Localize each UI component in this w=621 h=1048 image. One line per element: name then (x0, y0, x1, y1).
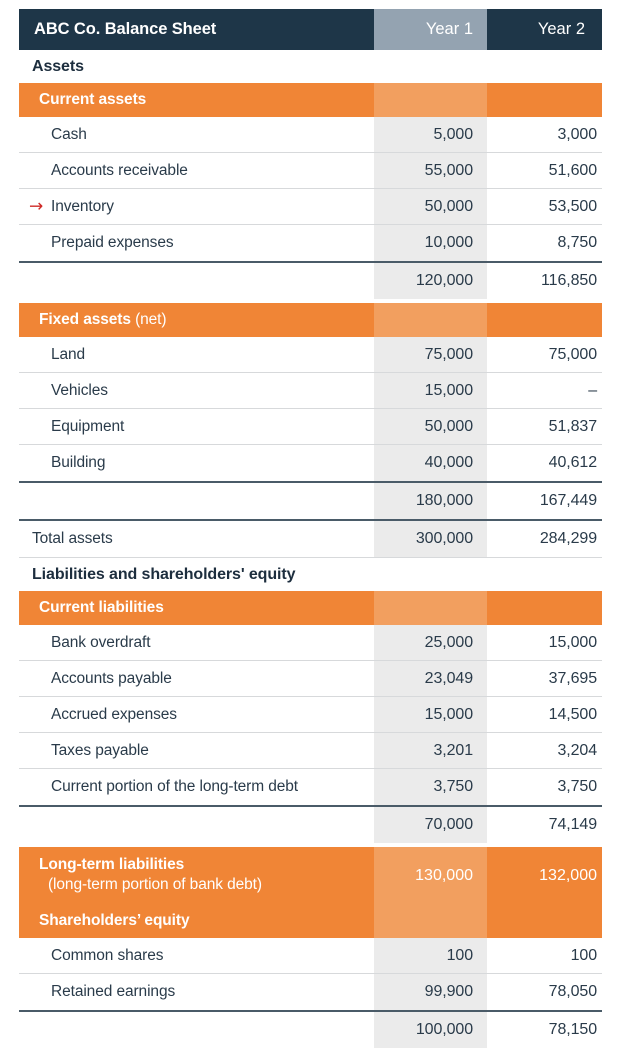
row-year1-cell (374, 974, 487, 1010)
row-label: Accrued expenses (51, 705, 177, 723)
band-shareholders-equity-label-cell (19, 904, 374, 938)
subtotal-row-fixed-assets (19, 481, 602, 519)
row-label-cell-accrued-expenses (19, 697, 374, 733)
row-year2-cell (487, 373, 602, 409)
band-current-liabilities-label: Current liabilities (39, 599, 164, 617)
table-row (19, 938, 602, 974)
row-value-year1: 5,000 (433, 125, 473, 143)
subtotal-row-current-liabilities (19, 805, 602, 843)
total-value-year1: 300,000 (415, 530, 473, 547)
row-value-year1: 3,750 (433, 778, 473, 795)
row-year2-cell (487, 189, 602, 225)
header-year1-cell (374, 9, 487, 50)
section-heading-assets: Assets (32, 57, 84, 75)
row-year1-cell (374, 697, 487, 733)
row-year2-cell (487, 225, 602, 261)
subtotal-label-cell (19, 481, 374, 519)
table-row (19, 409, 602, 445)
subtotal-value-year2: 74,149 (548, 816, 597, 833)
page-title: ABC Co. Balance Sheet (34, 20, 217, 38)
subtotal-label-cell (19, 1010, 374, 1048)
row-year1-cell (374, 445, 487, 481)
row-label: Vehicles (51, 381, 108, 399)
row-label-cell-equipment (19, 409, 374, 445)
total-value-year2: 284,299 (539, 530, 597, 547)
subtotal-year2-cell (487, 805, 602, 843)
row-year2-cell (487, 661, 602, 697)
band-current-assets (19, 83, 602, 117)
band-current-assets-label-cell (19, 83, 374, 117)
band-longterm-value-year2: 132,000 (539, 866, 597, 884)
band-longterm-year1 (374, 847, 487, 904)
row-label-cell-land (19, 337, 374, 373)
row-label-cell-retained-earnings (19, 974, 374, 1010)
band-fixed-assets-year1 (374, 303, 487, 337)
row-label: Taxes payable (51, 741, 149, 759)
header-year2-cell (487, 9, 602, 50)
row-year1-cell (374, 733, 487, 769)
subtotal-label-cell (19, 805, 374, 843)
band-fixed-assets-year2 (487, 303, 602, 337)
row-value-year1: 50,000 (424, 197, 473, 215)
band-longterm-main: Long-term liabilities (39, 856, 185, 873)
row-year1-cell (374, 661, 487, 697)
row-label: Bank overdraft (51, 633, 151, 651)
row-label: Current portion of the long-term debt (51, 778, 299, 795)
band-shareholders-equity-year1 (374, 904, 487, 938)
table-row (19, 225, 602, 261)
arrow-right-icon: → (29, 196, 44, 216)
row-year1-cell (374, 153, 487, 189)
row-value-year1: 25,000 (424, 633, 473, 651)
row-label: Accounts receivable (51, 161, 188, 179)
band-fixed-assets-sub: (net) (135, 311, 167, 329)
band-current-liabilities-year2 (487, 591, 602, 625)
row-label: Retained earnings (51, 983, 176, 1000)
subtotal-value-year2: 167,449 (539, 492, 597, 509)
row-value-year2: 75,000 (548, 345, 597, 363)
subtotal-year2-cell (487, 481, 602, 519)
row-value-year2: 15,000 (548, 633, 597, 651)
row-value-year2: 100 (570, 946, 597, 964)
row-year1-cell (374, 938, 487, 974)
band-fixed-assets-main: Fixed assets (39, 311, 136, 329)
row-year2-cell (487, 769, 602, 805)
subtotal-row-current-assets (19, 261, 602, 299)
table-row (19, 625, 602, 661)
row-year2-cell (487, 625, 602, 661)
subtotal-year1-cell (374, 1010, 487, 1048)
band-shareholders-equity-label: Shareholders’ equity (39, 912, 190, 930)
row-label: Building (51, 454, 106, 471)
table-row (19, 445, 602, 481)
row-label-cell-prepaid-expenses (19, 225, 374, 261)
row-value-year1: 10,000 (424, 234, 473, 251)
subtotal-value-year2: 78,150 (548, 1021, 597, 1038)
row-label-cell-accounts-payable (19, 661, 374, 697)
table-row (19, 769, 602, 805)
row-label: Equipment (51, 417, 125, 435)
total-label: Total assets (32, 530, 113, 547)
row-year2-cell (487, 733, 602, 769)
subtotal-value-year1: 180,000 (415, 492, 473, 509)
row-value-year2: 3,204 (557, 741, 597, 759)
subtotal-value-year1: 100,000 (415, 1021, 473, 1038)
row-label: Common shares (51, 946, 164, 964)
band-longterm-sub: (long-term portion of bank debt) (48, 875, 262, 893)
row-label-cell-common-shares (19, 938, 374, 974)
balance-sheet (0, 9, 621, 1045)
row-value-year2: 53,500 (548, 197, 597, 215)
table-row (19, 733, 602, 769)
row-value-year1: 15,000 (424, 705, 473, 723)
row-value-year2: 51,837 (548, 417, 597, 435)
row-year2-cell (487, 697, 602, 733)
band-longterm-liabilities (19, 847, 602, 904)
subtotal-value-year1: 120,000 (415, 272, 473, 289)
row-value-year1: 99,900 (424, 983, 473, 1000)
row-value-year2: – (588, 381, 597, 399)
row-value-year1: 75,000 (424, 345, 473, 363)
row-value-year2: 40,612 (548, 454, 597, 471)
row-value-year1: 15,000 (424, 381, 473, 399)
row-label-cell-vehicles (19, 373, 374, 409)
table-header-row (19, 9, 602, 50)
table-row (19, 661, 602, 697)
band-current-liabilities-year1 (374, 591, 487, 625)
total-year2-cell (487, 519, 602, 558)
subtotal-year1-cell (374, 805, 487, 843)
subtotal-year1-cell (374, 261, 487, 299)
table-row (19, 153, 602, 189)
row-value-year1: 55,000 (424, 161, 473, 179)
row-label-cell-cash (19, 117, 374, 153)
table-row (19, 337, 602, 373)
row-value-year2: 8,750 (557, 234, 597, 251)
band-longterm-label (39, 855, 262, 895)
row-label: Inventory (51, 197, 114, 215)
subtotal-value-year2: 116,850 (541, 272, 597, 289)
row-value-year1: 50,000 (424, 417, 473, 435)
table-row (19, 373, 602, 409)
row-label-cell-accounts-receivable (19, 153, 374, 189)
total-label-cell (19, 519, 374, 558)
row-year1-cell (374, 225, 487, 261)
subtotal-row-shareholders-equity (19, 1010, 602, 1048)
row-label: Cash (51, 125, 87, 143)
row-year2-cell (487, 337, 602, 373)
column-header-year1: Year 1 (425, 20, 473, 38)
band-shareholders-equity (19, 904, 602, 938)
row-year2-cell (487, 974, 602, 1010)
band-current-liabilities (19, 591, 602, 625)
row-year1-cell (374, 337, 487, 373)
subtotal-value-year1: 70,000 (424, 816, 473, 833)
row-year1-cell (374, 117, 487, 153)
band-current-liabilities-label-cell (19, 591, 374, 625)
band-longterm-label-cell (19, 847, 374, 904)
row-value-year1: 40,000 (424, 454, 473, 471)
row-label-cell-building (19, 445, 374, 481)
row-value-year2: 3,000 (557, 125, 597, 143)
subtotal-year2-cell (487, 1010, 602, 1048)
subtotal-year1-cell (374, 481, 487, 519)
row-year1-cell (374, 625, 487, 661)
column-header-year2: Year 2 (537, 20, 585, 38)
band-shareholders-equity-year2 (487, 904, 602, 938)
row-year1-cell (374, 409, 487, 445)
total-row-assets (19, 519, 602, 558)
band-fixed-assets (19, 303, 602, 337)
row-value-year2: 51,600 (548, 161, 597, 179)
row-label-cell-current-portion (19, 769, 374, 805)
row-year2-cell (487, 938, 602, 974)
band-fixed-assets-label-cell (19, 303, 374, 337)
row-year2-cell (487, 409, 602, 445)
subtotal-label-cell (19, 261, 374, 299)
row-year2-cell (487, 117, 602, 153)
row-year2-cell (487, 153, 602, 189)
row-year1-cell (374, 769, 487, 805)
row-year1-cell (374, 373, 487, 409)
row-value-year2: 14,500 (548, 705, 597, 723)
band-longterm-year2 (487, 847, 602, 904)
row-value-year1: 100 (446, 946, 473, 964)
table-row (19, 117, 602, 153)
row-label: Land (51, 345, 86, 363)
row-label-cell-inventory (19, 189, 374, 225)
total-year1-cell (374, 519, 487, 558)
row-label: Prepaid expenses (51, 234, 174, 251)
subtotal-year2-cell (487, 261, 602, 299)
band-current-assets-year1 (374, 83, 487, 117)
row-value-year2: 78,050 (548, 983, 597, 1000)
row-label: Accounts payable (51, 669, 172, 687)
row-value-year2: 3,750 (557, 778, 597, 795)
header-title-cell (19, 9, 374, 50)
band-longterm-value-year1: 130,000 (415, 866, 473, 884)
band-current-assets-year2 (487, 83, 602, 117)
table-row (19, 974, 602, 1010)
row-year1-cell (374, 189, 487, 225)
table-row (19, 697, 602, 733)
row-label-cell-taxes-payable (19, 733, 374, 769)
section-heading-liabilities: Liabilities and shareholders' equity (32, 565, 296, 583)
row-value-year1: 3,201 (433, 741, 473, 759)
row-label-cell-bank-overdraft (19, 625, 374, 661)
row-value-year1: 23,049 (424, 669, 473, 687)
band-fixed-assets-label (39, 310, 166, 330)
row-year2-cell (487, 445, 602, 481)
table-row (19, 189, 602, 225)
band-current-assets-label: Current assets (39, 91, 147, 109)
row-value-year2: 37,695 (548, 669, 597, 687)
